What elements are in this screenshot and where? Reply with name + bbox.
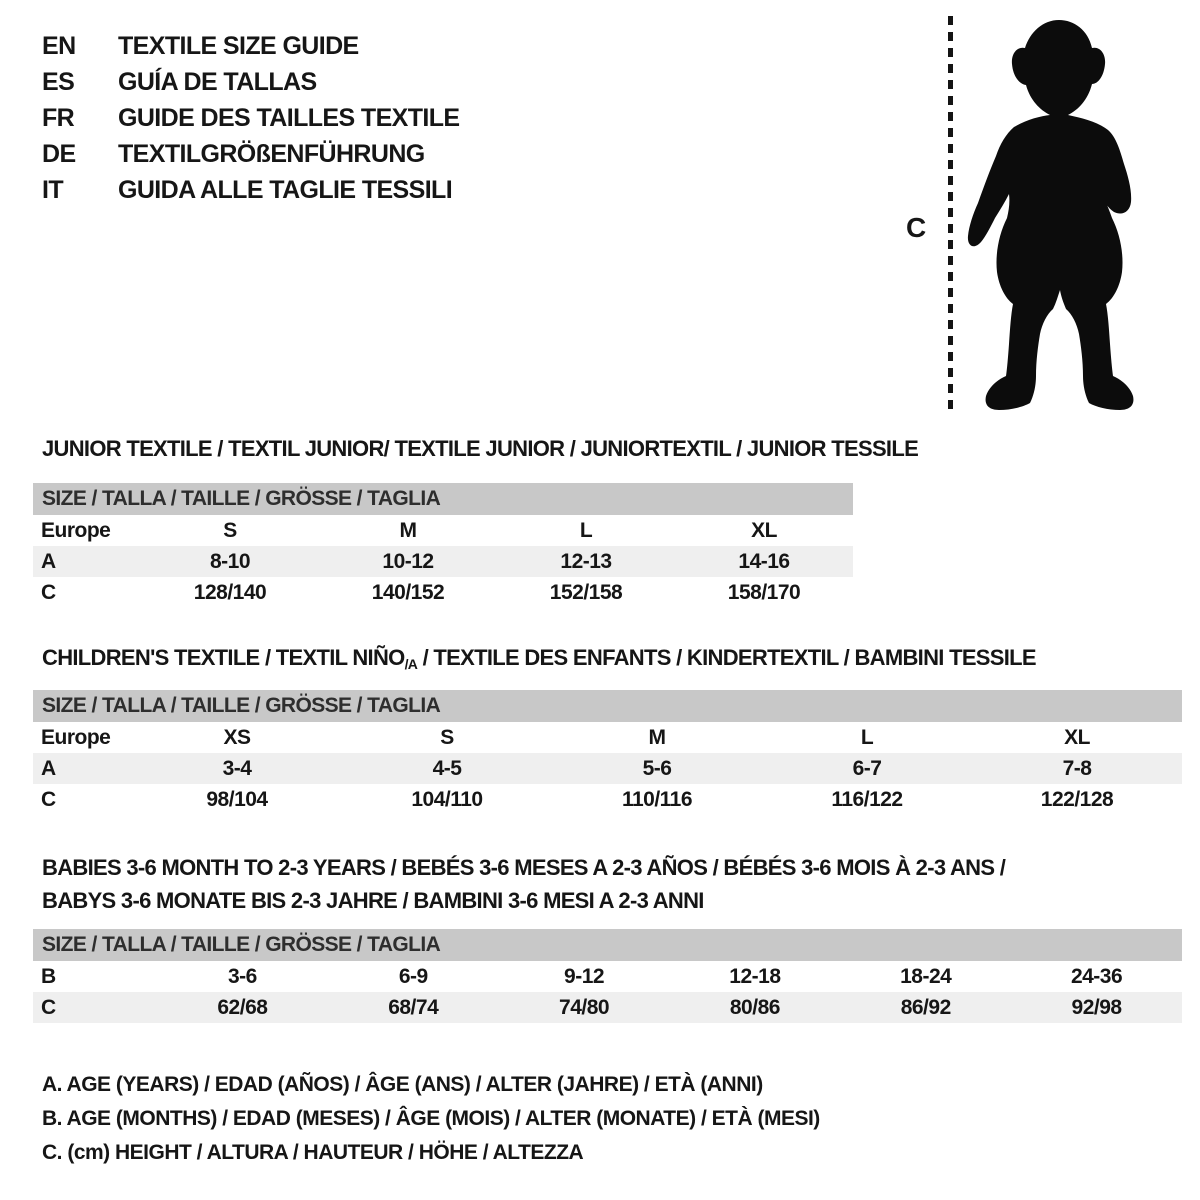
language-label: GUÍA DE TALLAS xyxy=(118,67,317,96)
language-row-de xyxy=(42,136,460,172)
table-row xyxy=(33,784,1182,815)
children-title-subscript: /A xyxy=(404,656,418,672)
cell: 12-13 xyxy=(560,549,612,573)
row-label: A xyxy=(41,549,56,573)
cell: XL xyxy=(1064,725,1090,749)
cell: 6-7 xyxy=(852,756,882,780)
table-row xyxy=(33,515,853,546)
row-label: A xyxy=(41,756,56,780)
cell: 110/116 xyxy=(621,787,693,811)
cell: 92/98 xyxy=(1071,995,1122,1019)
language-label: GUIDE DES TAILLES TEXTILE xyxy=(118,103,460,132)
cell: 9-12 xyxy=(564,964,605,988)
children-table-header: SIZE / TALLA / TAILLE / GRÖSSE / TAGLIA xyxy=(33,690,1182,722)
table-row xyxy=(33,577,853,608)
cell: M xyxy=(648,725,666,749)
cell: 14-16 xyxy=(738,549,790,573)
cell: 98/104 xyxy=(206,787,268,811)
cell: 3-6 xyxy=(227,964,257,988)
cell: 24-36 xyxy=(1070,964,1123,988)
cell: L xyxy=(579,518,593,542)
cell: 74/80 xyxy=(559,995,610,1019)
cell: 6-9 xyxy=(398,964,428,988)
table-row xyxy=(33,992,1182,1023)
cell: S xyxy=(223,518,237,542)
babies-table-header: SIZE / TALLA / TAILLE / GRÖSSE / TAGLIA xyxy=(33,929,1182,961)
language-row-it xyxy=(42,172,460,208)
language-code: EN xyxy=(42,31,76,60)
language-label: TEXTILE SIZE GUIDE xyxy=(118,31,359,60)
children-title-part2: / TEXTILE DES ENFANTS / KINDERTEXTIL / BAMBINI TESSILE xyxy=(417,645,1036,670)
language-code: IT xyxy=(42,175,64,204)
cell: 8-10 xyxy=(209,549,251,573)
language-code: ES xyxy=(42,67,75,96)
cell: 7-8 xyxy=(1062,756,1092,780)
babies-section-title-line2: BABYS 3-6 MONATE BIS 2-3 JAHRE / BAMBINI 3-6 MESI A 2-3 ANNI xyxy=(42,888,704,913)
cell: 128/140 xyxy=(193,580,267,604)
cell: 4-5 xyxy=(432,756,462,780)
cell: 122/128 xyxy=(1040,787,1114,811)
junior-section-title: JUNIOR TEXTILE / TEXTIL JUNIOR/ TEXTILE JUNIOR / JUNIORTEXTIL / JUNIOR TESSILE xyxy=(42,436,919,461)
cell: 68/74 xyxy=(388,995,439,1019)
cell: XL xyxy=(751,518,777,542)
cell: M xyxy=(399,518,417,542)
row-label: C xyxy=(41,580,56,604)
cell: 152/158 xyxy=(549,580,623,604)
baby-silhouette-icon xyxy=(962,14,1148,420)
cell: L xyxy=(860,725,874,749)
language-title-list xyxy=(42,28,460,208)
language-code: FR xyxy=(42,103,75,132)
table-row xyxy=(33,961,1182,992)
cell: 3-4 xyxy=(222,756,252,780)
language-label: GUIDA ALLE TAGLIE TESSILI xyxy=(118,175,453,204)
cell: 10-12 xyxy=(382,549,434,573)
cell: 62/68 xyxy=(217,995,268,1019)
height-dashed-line xyxy=(948,16,953,416)
row-label: C xyxy=(41,995,56,1019)
legend-line-b: B. AGE (MONTHS) / EDAD (MESES) / ÂGE (MOIS) / ALTER (MONATE) / ETÀ (MESI) xyxy=(42,1107,820,1130)
cell: 12-18 xyxy=(729,964,781,988)
row-label: Europe xyxy=(41,518,111,542)
table-row xyxy=(33,546,853,577)
cell: 116/122 xyxy=(831,787,903,811)
language-row-es xyxy=(42,64,460,100)
language-row-en xyxy=(42,28,460,64)
cell: 86/92 xyxy=(900,995,951,1019)
row-label: B xyxy=(41,964,56,988)
cell: 140/152 xyxy=(371,580,445,604)
cell: 5-6 xyxy=(642,756,672,780)
row-label: C xyxy=(41,787,56,811)
children-section-title xyxy=(42,645,1036,671)
children-title-part1: CHILDREN'S TEXTILE / TEXTIL NIÑO xyxy=(42,645,405,670)
babies-size-table xyxy=(33,929,1182,1023)
language-label: TEXTILGRÖßENFÜHRUNG xyxy=(118,139,425,168)
language-code: DE xyxy=(42,139,76,168)
table-row xyxy=(33,753,1182,784)
height-measure-label: C xyxy=(906,212,927,243)
table-row xyxy=(33,722,1182,753)
language-row-fr xyxy=(42,100,460,136)
junior-table-header: SIZE / TALLA / TAILLE / GRÖSSE / TAGLIA xyxy=(33,483,853,515)
children-size-table xyxy=(33,690,1182,815)
cell: 18-24 xyxy=(900,964,952,988)
legend-line-c: C. (cm) HEIGHT / ALTURA / HAUTEUR / HÖHE / ALTEZZA xyxy=(42,1141,584,1164)
cell: 158/170 xyxy=(727,580,801,604)
cell: 80/86 xyxy=(729,995,780,1019)
row-label: Europe xyxy=(41,725,111,749)
cell: XS xyxy=(223,725,251,749)
junior-size-table xyxy=(33,483,853,608)
cell: 104/110 xyxy=(411,787,483,811)
legend xyxy=(42,1068,820,1170)
cell: S xyxy=(440,725,454,749)
legend-line-a: A. AGE (YEARS) / EDAD (AÑOS) / ÂGE (ANS) / ALTER (JAHRE) / ETÀ (ANNI) xyxy=(42,1073,763,1096)
babies-section-title-line1: BABIES 3-6 MONTH TO 2-3 YEARS / BEBÉS 3-6 MESES A 2-3 AÑOS / BÉBÉS 3-6 MOIS À 2-3 ANS / xyxy=(42,855,1006,880)
